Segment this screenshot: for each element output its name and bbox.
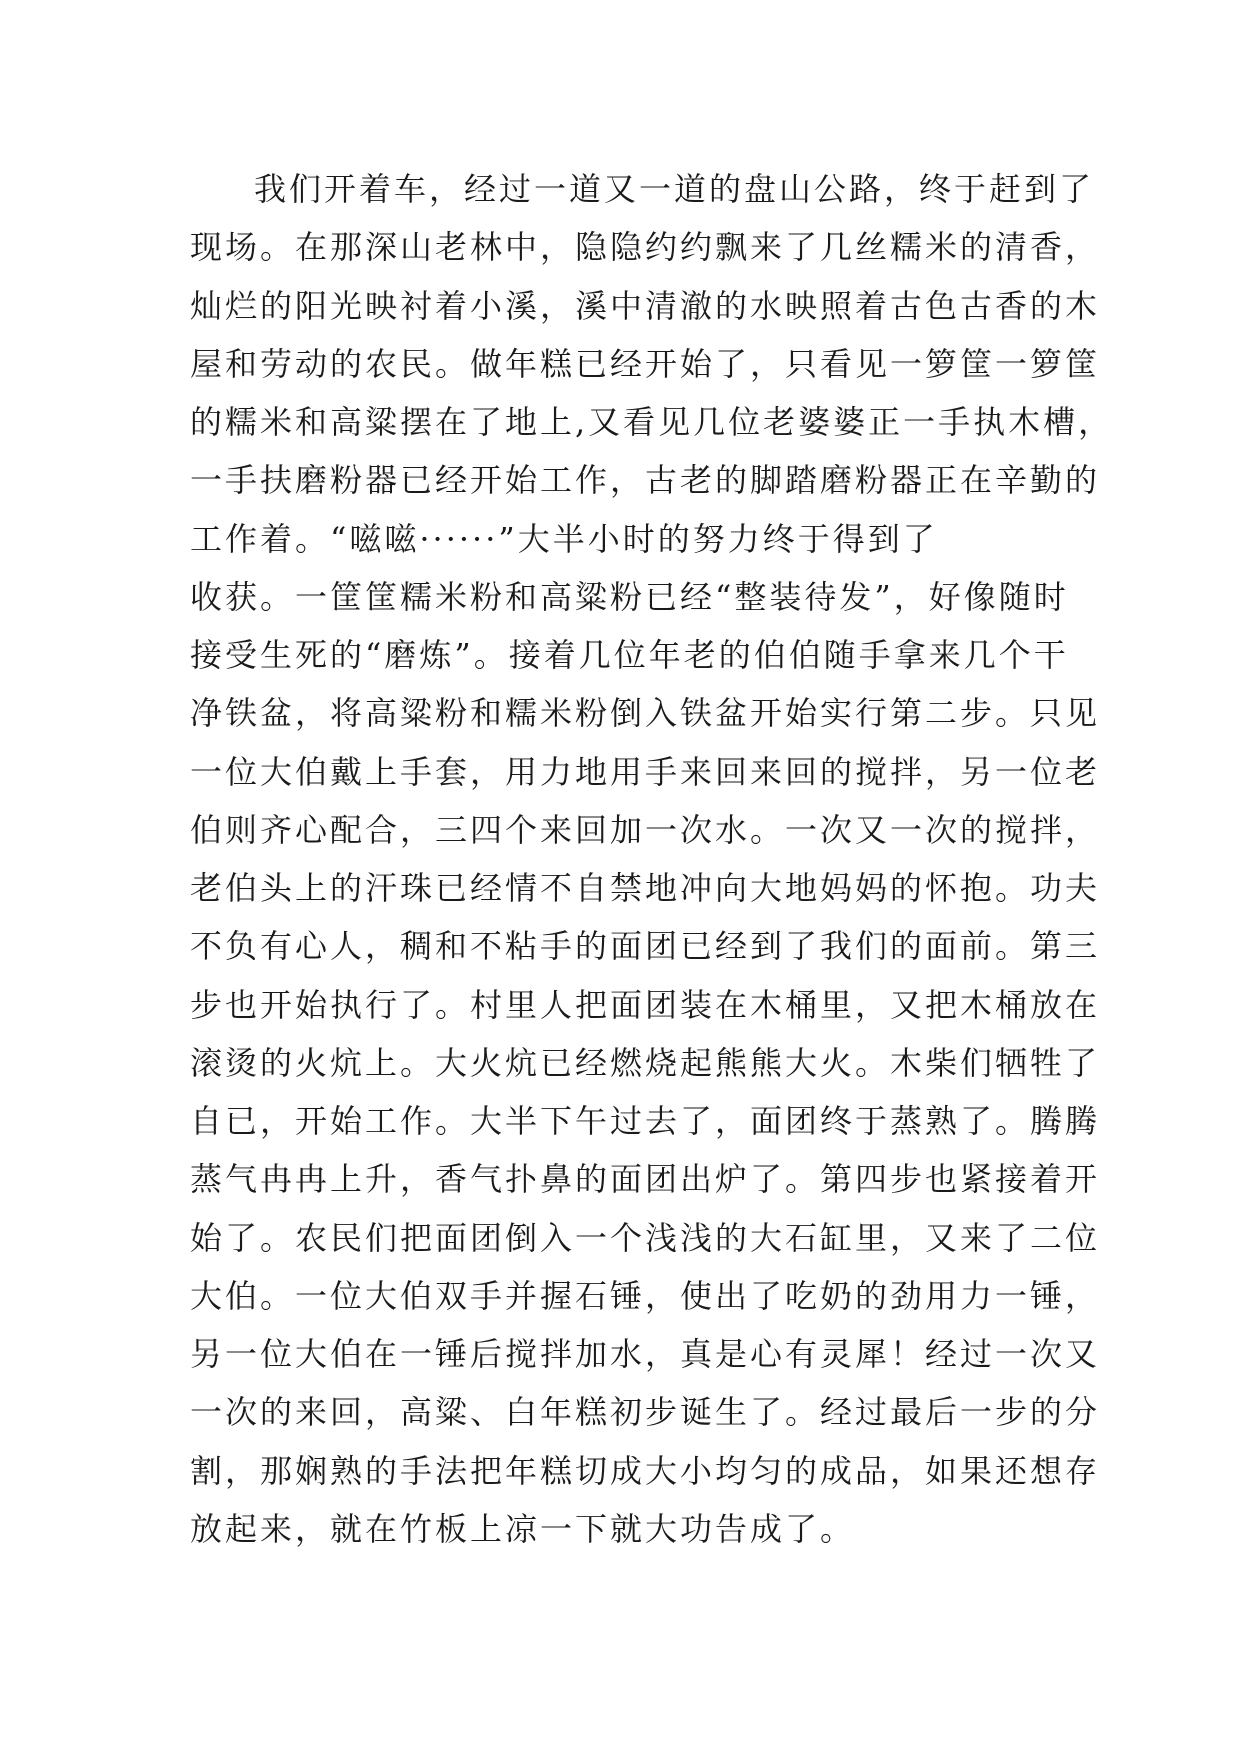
paragraph-line: 屋和劳动的农民。做年糕已经开始了，只看见一箩筐一箩筐 — [190, 344, 1101, 383]
paragraph-line: 的糯米和高粱摆在了地上,又看见几位老婆婆正一手执木槽， — [190, 403, 1114, 441]
paragraph-line: 一位大伯戴上手套，用力地用手来回来回的搅拌，另一位老 — [190, 752, 1101, 791]
paragraph-line: 放起来，就在竹板上凉一下就大功告成了。 — [190, 1509, 856, 1548]
paragraph-line: 不负有心人，稠和不粘手的面团已经到了我们的面前。第三 — [190, 927, 1101, 966]
paragraph-line: 大伯。一位大伯双手并握石锤，使出了吃奶的劲用力一锤， — [190, 1276, 1101, 1315]
paragraph-line: 灿烂的阳光映衬着小溪，溪中清澈的水映照着古色古香的木 — [190, 286, 1101, 325]
paragraph-line: 始了。农民们把面团倒入一个浅浅的大石缸里，又来了二位 — [190, 1218, 1101, 1257]
paragraph-line: 滚烫的火炕上。大火炕已经燃烧起熊熊大火。木柴们牺牲了 — [190, 1043, 1101, 1082]
paragraph-line: 接受生死的“磨炼”。接着几位年老的伯伯随手拿来几个干 — [190, 636, 1069, 674]
paragraph-line: 割，那娴熟的手法把年糕切成大小均匀的成品，如果还想存 — [190, 1451, 1101, 1490]
paragraph-line: 我们开着车，经过一道又一道的盘山公路，终于赶到了 — [254, 170, 1095, 208]
paragraph-line: 伯则齐心配合，三四个来回加一次水。一次又一次的搅拌， — [190, 810, 1101, 849]
paragraph-line: 工作着。“嗞嗞······”大半小时的努力终于得到了 — [190, 519, 938, 558]
paragraph-line: 另一位大伯在一锤后搅拌加水，真是心有灵犀！经过一次又 — [190, 1335, 1101, 1373]
paragraph-line: 蒸气冉冉上升，香气扑鼻的面团出炉了。第四步也紧接着开 — [190, 1160, 1101, 1199]
paragraph-line: 步也开始执行了。村里人把面团装在木桶里，又把木桶放在 — [190, 985, 1101, 1024]
paragraph-line: 收获。一筐筐糯米粉和高粱粉已经“整装待发”，好像随时 — [190, 577, 1069, 616]
paragraph-line: 自已，开始工作。大半下午过去了，面团终于蒸熟了。腾腾 — [190, 1102, 1101, 1140]
body-paragraph — [190, 160, 1114, 1558]
paragraph-line: 一手扶磨粉器已经开始工作，古老的脚踏磨粉器正在辛勤的 — [190, 461, 1101, 500]
paragraph-line: 净铁盆，将高粱粉和糯米粉倒入铁盆开始实行第二步。只见 — [190, 694, 1101, 733]
paragraph-line: 一次的来回，高粱、白年糕初步诞生了。经过最后一步的分 — [190, 1393, 1101, 1432]
paragraph-line: 现场。在那深山老林中，隐隐约约飘来了几丝糯米的清香， — [190, 228, 1101, 267]
paragraph-line: 老伯头上的汗珠已经情不自禁地冲向大地妈妈的怀抱。功夫 — [190, 869, 1101, 907]
